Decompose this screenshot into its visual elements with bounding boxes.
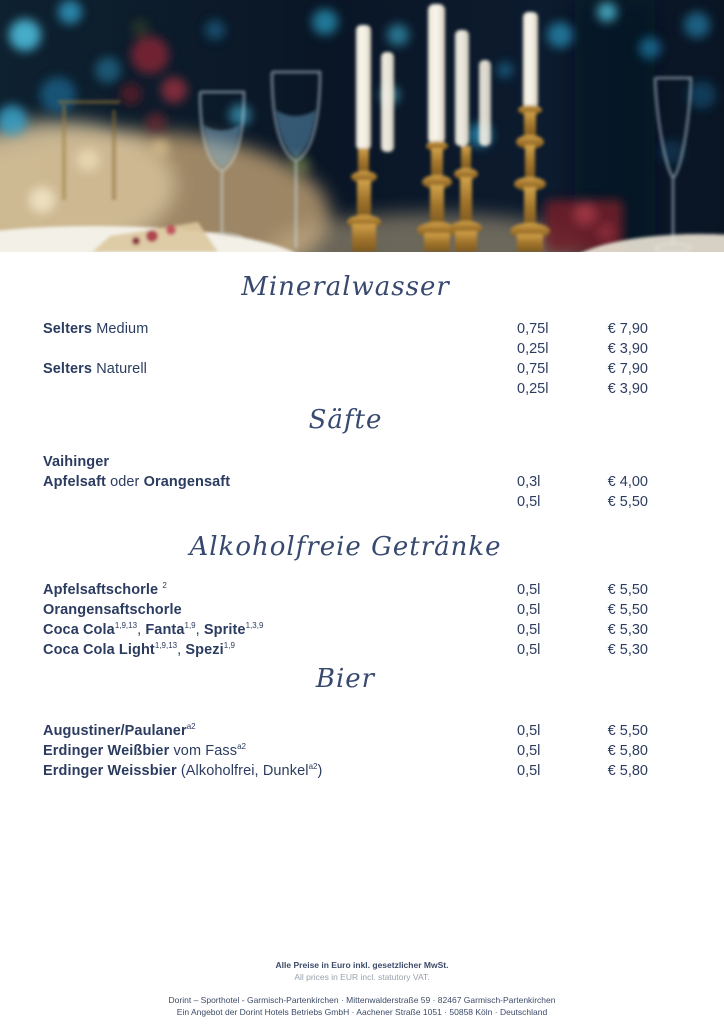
item-name: Selters Naturell (43, 361, 147, 378)
item-price: € 4,00 (607, 474, 648, 491)
item-price: € 5,50 (607, 581, 648, 598)
item-name: Apfelsaft oder Orangensaft (43, 474, 231, 491)
item-name: Coca Cola Light$^{1,9,13}$, Spezi$^{1,9}$ (43, 640, 235, 658)
menu-item-row (43, 761, 648, 781)
menu-item-row (43, 721, 648, 741)
item-price: € 5,30 (607, 641, 648, 658)
item-volume: 0,5l (517, 581, 541, 598)
section-heading-alkoholfreie-getraenke: Alkoholfreie Getränke (189, 532, 502, 563)
tax-note-en: All prices in EUR incl. statutory VAT. (294, 972, 430, 982)
item-volume: 0,25l (517, 381, 549, 398)
item-volume: 0,25l (517, 341, 549, 358)
item-name: Apfelsaftschorle $^2$ (43, 580, 167, 598)
item-name: Erdinger Weißbier vom Fass$^{a2}$ (43, 741, 247, 759)
hero-photo (0, 0, 724, 252)
item-volume: 0,5l (517, 742, 541, 759)
item-price: € 5,30 (607, 621, 648, 638)
menu-item-row (43, 319, 648, 339)
item-price: € 5,50 (607, 722, 648, 739)
item-name: Erdinger Weissbier (Alkoholfrei, Dunkel$^{a2}$) (43, 761, 323, 779)
menu-content (0, 272, 724, 781)
item-price: € 5,50 (607, 494, 648, 511)
item-price: € 5,80 (607, 762, 648, 779)
menu-item-row (43, 379, 648, 399)
menu-item-row (43, 359, 648, 379)
menu-item-row (43, 339, 648, 359)
item-price: € 5,80 (607, 742, 648, 759)
section-saefte (43, 452, 648, 512)
company-address-line: Ein Angebot der Dorint Hotels Betriebs GmbH · Aachener Straße 1051 · 50858 Köln · Deutschland (176, 1007, 548, 1017)
item-price: € 7,90 (607, 321, 648, 338)
item-price: € 7,90 (607, 361, 648, 378)
section-bier (43, 721, 648, 781)
section-heading-bier: Bier (315, 663, 376, 694)
item-name: Vaihinger (43, 454, 110, 471)
tax-note-de: Alle Preise in Euro inkl. gesetzlicher MwSt. (275, 960, 449, 970)
item-name: Selters Medium (43, 321, 149, 338)
item-volume: 0,75l (517, 361, 549, 378)
menu-item-row (43, 620, 648, 640)
item-name: Augustiner/Paulaner$^{a2}$ (43, 721, 196, 739)
menu-item-row (43, 640, 648, 660)
section-heading-mineralwasser: Mineralwasser (241, 272, 450, 302)
menu-item-row (43, 600, 648, 620)
section-heading-saefte: Säfte (308, 405, 383, 436)
menu-item-row (43, 580, 648, 600)
footer-spacer (0, 983, 724, 994)
hotel-address-line: Dorint – Sporthotel - Garmisch-Partenkirchen · Mittenwalderstraße 59 · 82467 Garmisch-Partenkirchen (168, 995, 556, 1005)
menu-item-row (43, 452, 648, 472)
item-price: € 5,50 (607, 601, 648, 618)
section-alkoholfreie-getraenke (43, 580, 648, 660)
menu-item-row (43, 472, 648, 492)
item-volume: 0,5l (517, 722, 541, 739)
item-volume: 0,5l (517, 762, 541, 779)
item-volume: 0,75l (517, 321, 549, 338)
page-footer (0, 959, 724, 1018)
item-volume: 0,5l (517, 494, 541, 511)
item-volume: 0,5l (517, 601, 541, 618)
section-mineralwasser (43, 319, 648, 399)
item-name: Orangensaftschorle (43, 601, 182, 618)
item-price: € 3,90 (607, 381, 648, 398)
menu-item-row (43, 492, 648, 512)
item-volume: 0,3l (517, 474, 541, 491)
item-volume: 0,5l (517, 641, 541, 658)
item-price: € 3,90 (607, 341, 648, 358)
item-volume: 0,5l (517, 621, 541, 638)
menu-item-row (43, 741, 648, 761)
item-name: Coca Cola$^{1,9,13}$, Fanta$^{1,9}$, Sprite$^{1,3,9}$ (43, 620, 264, 638)
